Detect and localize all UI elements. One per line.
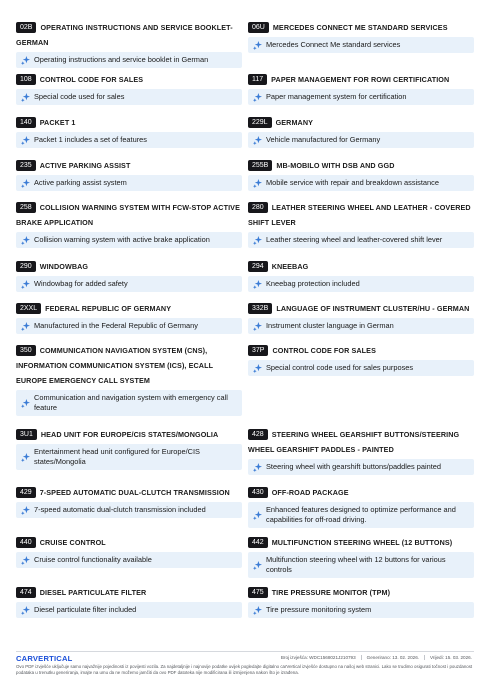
option-code: 442 [248, 537, 268, 548]
option-title [16, 20, 242, 50]
sparkle-icon [253, 280, 262, 289]
option-title-text: PACKET 1 [39, 118, 76, 127]
meta-separator [424, 655, 425, 660]
option-item [248, 535, 474, 585]
option-code: 280 [248, 202, 268, 213]
option-code: 474 [16, 587, 36, 598]
option-description-text: Kneebag protection included [266, 279, 360, 288]
sparkle-icon [21, 453, 30, 462]
option-item [248, 20, 474, 72]
option-title-text: COMMUNICATION NAVIGATION SYSTEM (CNS), INFORMATION COMMUNICATION SYSTEM (ICS), ECALL EUROPE EMERGENCY CALL SYSTEM [16, 346, 213, 385]
option-code: 02B [16, 22, 36, 33]
option-code: 440 [16, 537, 36, 548]
option-description [248, 132, 474, 148]
option-code: 235 [16, 160, 36, 171]
option-item [248, 259, 474, 301]
option-description [16, 502, 242, 518]
sparkle-icon [253, 364, 262, 373]
option-item [16, 343, 242, 427]
option-title [248, 72, 474, 87]
sparkle-icon [253, 179, 262, 188]
option-code: 350 [16, 345, 36, 356]
option-item [16, 158, 242, 200]
option-item [16, 485, 242, 535]
report-meta [281, 655, 472, 660]
option-title-text: MB-MOBILO WITH DSB AND GGD [276, 161, 395, 170]
option-description [16, 232, 242, 248]
sparkle-icon [21, 606, 30, 615]
option-item [16, 585, 242, 627]
option-code: 258 [16, 202, 36, 213]
option-description-text: Communication and navigation system with emergency call feature [34, 393, 228, 412]
sparkle-icon [21, 399, 30, 408]
option-title [248, 259, 474, 274]
sparkle-icon [253, 606, 262, 615]
option-description [248, 175, 474, 191]
option-item [16, 301, 242, 343]
option-description [16, 52, 242, 68]
option-title-text: OPERATING INSTRUCTIONS AND SERVICE BOOKLET-GERMAN [16, 23, 233, 47]
option-item [16, 427, 242, 485]
option-description-text: Special code used for sales [34, 92, 125, 101]
option-title [248, 585, 474, 600]
option-item [16, 200, 242, 259]
option-code: 108 [16, 74, 36, 85]
option-description-text: Instrument cluster language in German [266, 321, 394, 330]
option-description [16, 318, 242, 334]
option-code: 294 [248, 261, 268, 272]
option-item [248, 115, 474, 158]
option-title-text: HEAD UNIT FOR EUROPE/CIS STATES/MONGOLIA [40, 430, 219, 439]
option-title [248, 20, 474, 35]
option-description [16, 276, 242, 292]
option-title [16, 72, 242, 87]
sparkle-icon [21, 280, 30, 289]
option-code: 2XXL [16, 303, 41, 314]
option-code: 229L [248, 117, 272, 128]
option-title [248, 200, 474, 230]
option-title-text: FEDERAL REPUBLIC OF GERMANY [45, 304, 172, 313]
option-title [248, 115, 474, 130]
option-description [248, 276, 474, 292]
sparkle-icon [21, 93, 30, 102]
option-title [248, 301, 474, 316]
option-title [248, 158, 474, 173]
sparkle-icon [21, 179, 30, 188]
disclaimer-text: Ovo PDF izvješće uključuje samo najvažnije pojedinosti iz povijesti vozila. Za najdetaljnije i najnovije podatke uvijek pogledajte digitalno carVertical izvješće dostupno na našoj web stranici. Lako se trudimo osigurati točnost i pouzdanost podataka u trenutku generiranja, imajte na umu da ne možemo jamčiti da ovo PDF datoteka nije modificirana ili izmijenjena nakon što je izrađena. [16, 664, 473, 675]
option-description-text: Packet 1 includes a set of features [34, 135, 147, 144]
option-title-text: CRUISE CONTROL [39, 538, 106, 547]
option-description-text: Collision warning system with active brake application [34, 235, 210, 244]
option-description [16, 132, 242, 148]
option-code: 37P [248, 345, 268, 356]
option-title [16, 259, 242, 274]
option-description-text: Entertainment head unit configured for Europe/CIS states/Mongolia [34, 447, 200, 466]
option-description-text: Leather steering wheel and leather-covered shift lever [266, 235, 443, 244]
option-description-text: Operating instructions and service booklet in German [34, 55, 209, 64]
option-description [16, 552, 242, 568]
sparkle-icon [253, 322, 262, 331]
sparkle-icon [253, 511, 262, 520]
option-title [16, 535, 242, 550]
option-description-text: Vehicle manufactured for Germany [266, 135, 381, 144]
sparkle-icon [253, 136, 262, 145]
option-title-text: PAPER MANAGEMENT FOR ROWI CERTIFICATION [271, 75, 450, 84]
option-title [248, 535, 474, 550]
sparkle-icon [253, 93, 262, 102]
option-description [16, 89, 242, 105]
option-item [248, 200, 474, 259]
option-item [248, 485, 474, 535]
option-description [248, 459, 474, 475]
option-title-text: LANGUAGE OF INSTRUMENT CLUSTER/HU - GERMAN [276, 304, 470, 313]
option-title-text: MERCEDES CONNECT ME STANDARD SERVICES [272, 23, 448, 32]
option-title [248, 427, 474, 457]
options-grid [16, 20, 474, 627]
option-description-text: Windowbag for added safety [34, 279, 128, 288]
sparkle-icon [253, 463, 262, 472]
option-item [16, 535, 242, 585]
option-item [248, 427, 474, 485]
report-number: Broj izvješća: WDC1568021J210793 [280, 655, 356, 660]
meta-separator [361, 655, 362, 660]
valid-until-date: Vrijedi: 15. 03. 2026. [430, 655, 472, 660]
option-description [16, 602, 242, 618]
option-title [248, 485, 474, 500]
generated-date: Generirano: 13. 02. 2026. [366, 655, 420, 660]
option-title [16, 343, 242, 388]
option-title-text: STEERING WHEEL GEARSHIFT BUTTONS/STEERING WHEEL GEARSHIFT PADDLES - PAINTED [248, 430, 460, 454]
option-title-text: CONTROL CODE FOR SALES [272, 346, 376, 355]
option-item [16, 259, 242, 301]
option-code: 332B [248, 303, 272, 314]
option-description-text: Manufactured in the Federal Republic of Germany [34, 321, 198, 330]
option-title-text: OFF-ROAD PACKAGE [271, 488, 349, 497]
option-item [16, 72, 242, 115]
option-code: 428 [248, 429, 268, 440]
sparkle-icon [21, 506, 30, 515]
option-code: 475 [248, 587, 268, 598]
option-description-text: Cruise control functionality available [34, 555, 152, 564]
option-title-text: ACTIVE PARKING ASSIST [39, 161, 131, 170]
option-title [16, 427, 242, 442]
option-description [248, 37, 474, 53]
option-title-text: CONTROL CODE FOR SALES [39, 75, 144, 84]
option-title-text: TIRE PRESSURE MONITOR (TPM) [271, 588, 391, 597]
option-title-text: GERMANY [275, 118, 314, 127]
option-description [248, 89, 474, 105]
option-description-text: Mobile service with repair and breakdown assistance [266, 178, 439, 187]
option-description [248, 360, 474, 376]
sparkle-icon [21, 56, 30, 65]
sparkle-icon [253, 561, 262, 570]
option-title [16, 585, 242, 600]
option-code: 430 [248, 487, 268, 498]
option-title-text: KNEEBAG [271, 262, 309, 271]
option-description [16, 444, 242, 470]
option-item [248, 585, 474, 627]
option-description [16, 175, 242, 191]
option-title-text: LEATHER STEERING WHEEL AND LEATHER - COVERED SHIFT LEVER [248, 203, 471, 227]
option-item [248, 301, 474, 343]
option-item [16, 20, 242, 72]
option-description [248, 318, 474, 334]
option-code: 140 [16, 117, 36, 128]
option-description-text: Multifunction steering wheel with 12 buttons for various controls [266, 555, 446, 574]
sparkle-icon [253, 41, 262, 50]
option-description-text: Active parking assist system [34, 178, 127, 187]
option-title-text: DIESEL PARTICULATE FILTER [39, 588, 147, 597]
option-title [16, 200, 242, 230]
footer-divider [16, 651, 474, 652]
option-item [248, 158, 474, 200]
option-description-text: Diesel particulate filter included [34, 605, 137, 614]
option-title-text: MULTIFUNCTION STEERING WHEEL (12 BUTTONS) [271, 538, 453, 547]
option-title [16, 485, 242, 500]
option-code: 117 [248, 74, 267, 85]
option-code: 3U1 [16, 429, 37, 440]
option-description-text: Steering wheel with gearshift buttons/paddles painted [266, 462, 442, 471]
option-description [248, 502, 474, 528]
sparkle-icon [21, 322, 30, 331]
option-item [16, 115, 242, 158]
sparkle-icon [21, 236, 30, 245]
sparkle-icon [21, 556, 30, 565]
option-title-text: 7-SPEED AUTOMATIC DUAL-CLUTCH TRANSMISSION [39, 488, 230, 497]
logo-text: CARVERTICAL [16, 654, 73, 663]
option-code: 06U [248, 22, 269, 33]
option-code: 290 [16, 261, 36, 272]
option-code: 429 [16, 487, 36, 498]
option-title [16, 301, 242, 316]
option-title-text: COLLISION WARNING SYSTEM WITH FCW-STOP ACTIVE BRAKE APPLICATION [16, 203, 240, 227]
option-description [248, 602, 474, 618]
option-description-text: 7-speed automatic dual-clutch transmission included [34, 505, 206, 514]
option-title [16, 115, 242, 130]
option-title [248, 343, 474, 358]
option-title-text: WINDOWBAG [39, 262, 89, 271]
option-description-text: Enhanced features designed to optimize performance and capabilities for off-road driving. [266, 505, 456, 524]
option-title [16, 158, 242, 173]
option-description-text: Special control code used for sales purposes [266, 363, 414, 372]
option-description-text: Paper management system for certification [266, 92, 407, 101]
option-description [248, 232, 474, 248]
option-item [248, 343, 474, 427]
option-description [248, 552, 474, 578]
option-code: 255B [248, 160, 272, 171]
sparkle-icon [21, 136, 30, 145]
option-item [248, 72, 474, 115]
option-description [16, 390, 242, 416]
sparkle-icon [253, 236, 262, 245]
carvertical-logo[interactable] [16, 654, 72, 663]
option-description-text: Tire pressure monitoring system [266, 605, 372, 614]
option-description-text: Mercedes Connect Me standard services [266, 40, 401, 49]
